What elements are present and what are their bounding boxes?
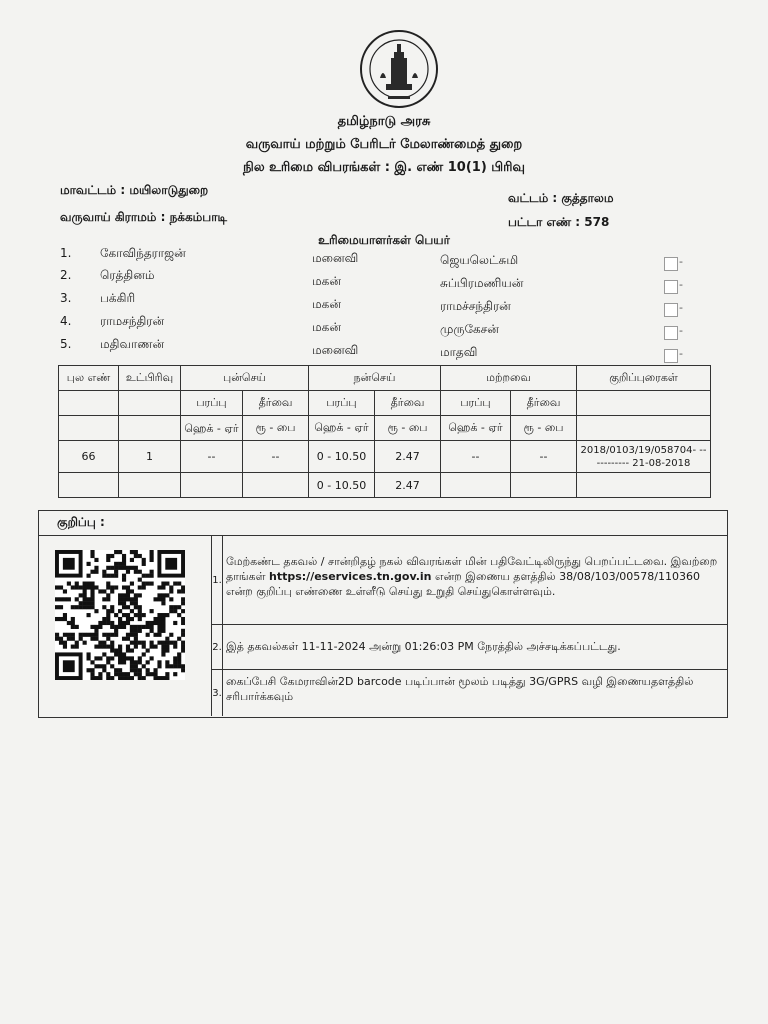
patta-number: பட்டா எண் : 578 bbox=[508, 215, 610, 229]
total-nansei-tax: 2.47 bbox=[375, 473, 441, 498]
broken-image-icon bbox=[664, 349, 678, 363]
department-title: வருவாய் மற்றும் பேரிடர் மேலாண்மைத் துறை bbox=[245, 137, 523, 152]
broken-image-icon bbox=[664, 303, 678, 317]
owner-number: 2. bbox=[60, 268, 72, 282]
header-tax: தீர்வை bbox=[511, 391, 577, 416]
header-punsei: புன்செய் bbox=[181, 366, 309, 391]
owner-relation: மகன் bbox=[312, 320, 341, 334]
nansei-area: 0 - 10.50 bbox=[309, 441, 375, 473]
others-area: -- bbox=[441, 441, 511, 473]
table-cell bbox=[243, 473, 309, 498]
owner-name: மதிவாணன் bbox=[100, 337, 165, 351]
header-area: பரப்பு bbox=[309, 391, 375, 416]
table-cell bbox=[577, 416, 711, 441]
owners-heading: உரிமையாளர்கள் பெயர் bbox=[318, 233, 450, 247]
tamil-nadu-emblem bbox=[358, 28, 440, 110]
owner-relation: மகன் bbox=[312, 274, 341, 288]
eservices-link[interactable]: https://eservices.tn.gov.in bbox=[269, 570, 432, 583]
note-item-number: 2. bbox=[212, 625, 223, 669]
owner-number: 4. bbox=[60, 314, 72, 328]
header-unit-area: ஹெக் - ஏர் bbox=[181, 416, 243, 441]
punsei-area: -- bbox=[181, 441, 243, 473]
table-cell bbox=[59, 416, 119, 441]
owner-number: 3. bbox=[60, 291, 72, 305]
note-item-number: 1. bbox=[212, 536, 223, 624]
header-tax: தீர்வை bbox=[375, 391, 441, 416]
remarks: 2018/0103/19/058704- -- --------- 21-08-2018 bbox=[577, 441, 711, 473]
government-title: தமிழ்நாடு அரசு bbox=[337, 114, 431, 129]
note-text: மேற்கண்ட தகவல் / சான்றிதழ் நகல் விவரங்கள் மின் பதிவேட்டிலிருந்து பெறப்பட்டவை. இவற்றை தாங்கள் bbox=[226, 555, 718, 583]
header-unit-area: ஹெக் - ஏர் bbox=[309, 416, 375, 441]
table-cell bbox=[577, 473, 711, 498]
header-subdivision: உட்பிரிவு bbox=[119, 366, 181, 391]
owner-relative: முருகேசன் bbox=[440, 322, 499, 336]
header-unit-tax: ரூ - பை bbox=[375, 416, 441, 441]
owner-name: கோவிந்தராஜன் bbox=[100, 246, 186, 260]
header-area: பரப்பு bbox=[181, 391, 243, 416]
note-item-text: கைப்பேசி கேமராவின்2D barcode படிப்பான் மூலம் படித்து 3G/GPRS வழி இணையதளத்தில் சரிபார்க்கவும் bbox=[226, 675, 694, 703]
district-field: மாவட்டம் : மயிலாடுதுறை bbox=[60, 183, 209, 197]
header-remarks: குறிப்புரைகள் bbox=[577, 366, 711, 391]
others-tax: -- bbox=[511, 441, 577, 473]
table-units-row bbox=[59, 416, 711, 441]
owner-number: 5. bbox=[60, 337, 72, 351]
note-item-number: 3. bbox=[212, 670, 223, 716]
note-title-text: குறிப்பு : bbox=[57, 515, 105, 529]
note-item-3 bbox=[212, 670, 727, 716]
owner-name: பக்கிரி bbox=[100, 291, 136, 305]
note-item-1 bbox=[212, 536, 727, 625]
table-header-row bbox=[59, 366, 711, 391]
owner-number: 1. bbox=[60, 246, 72, 260]
header-tax: தீர்வை bbox=[243, 391, 309, 416]
owner-relative: ராமச்சந்திரன் bbox=[440, 299, 511, 313]
note-item-text: இத் தகவல்கள் 11-11-2024 அன்று 01:26:03 PM நேரத்தில் அச்சடிக்கப்பட்டது. bbox=[226, 640, 621, 653]
broken-image-icon bbox=[664, 257, 678, 271]
table-cell bbox=[511, 473, 577, 498]
owner-relative: மாதவி bbox=[440, 345, 478, 359]
table-total-row bbox=[59, 473, 711, 498]
table-cell bbox=[441, 473, 511, 498]
subdivision: 1 bbox=[119, 441, 181, 473]
survey-number: 66 bbox=[59, 441, 119, 473]
broken-image-icon bbox=[664, 326, 678, 340]
table-cell bbox=[59, 391, 119, 416]
table-cell bbox=[119, 473, 181, 498]
owner-relative: ஜெயலெட்சுமி bbox=[440, 253, 519, 267]
header-nansei: நன்செய் bbox=[309, 366, 441, 391]
land-details-table bbox=[58, 365, 711, 498]
table-cell bbox=[181, 473, 243, 498]
header-unit-tax: ரூ - பை bbox=[243, 416, 309, 441]
header-unit-tax: ரூ - பை bbox=[511, 416, 577, 441]
taluk-field: வட்டம் : குத்தாலம bbox=[508, 191, 614, 205]
total-nansei-area: 0 - 10.50 bbox=[309, 473, 375, 498]
header-area: பரப்பு bbox=[441, 391, 511, 416]
document-title: நில உரிமை விபரங்கள் : இ. எண் 10(1) பிரிவு bbox=[243, 160, 525, 175]
owner-relation: மகன் bbox=[312, 297, 341, 311]
table-cell bbox=[577, 391, 711, 416]
village-field: வருவாய் கிராமம் : நக்கம்பாடி bbox=[60, 210, 228, 224]
nansei-tax: 2.47 bbox=[375, 441, 441, 473]
owner-relation: மனைவி bbox=[312, 251, 359, 265]
qr-cell bbox=[39, 536, 212, 716]
note-item-text bbox=[226, 554, 723, 599]
note-item-2 bbox=[212, 625, 727, 670]
header-unit-area: ஹெக் - ஏர் bbox=[441, 416, 511, 441]
note-text: என்ற இணைய தளத்தில் 38/08/103/00578/110360 என்ற குறிப்பு எண்ணை உள்ளீடு செய்து உறுதி செய்துகொள்ளவும். bbox=[226, 570, 700, 598]
header-survey-number: புல எண் bbox=[59, 366, 119, 391]
punsei-tax: -- bbox=[243, 441, 309, 473]
table-cell bbox=[59, 473, 119, 498]
broken-image-icon bbox=[664, 280, 678, 294]
header-others: மற்றவை bbox=[441, 366, 577, 391]
table-subheader-row bbox=[59, 391, 711, 416]
owner-relative: சுப்பிரமணியன் bbox=[440, 276, 524, 290]
owner-name: ராமசந்திரன் bbox=[100, 314, 165, 328]
owner-name: ரெத்தினம் bbox=[100, 268, 155, 282]
owner-relation: மனைவி bbox=[312, 343, 359, 357]
qr-code bbox=[55, 550, 185, 680]
note-title bbox=[39, 511, 727, 536]
note-section bbox=[38, 510, 728, 718]
table-cell bbox=[119, 391, 181, 416]
table-cell bbox=[119, 416, 181, 441]
table-row bbox=[59, 441, 711, 473]
